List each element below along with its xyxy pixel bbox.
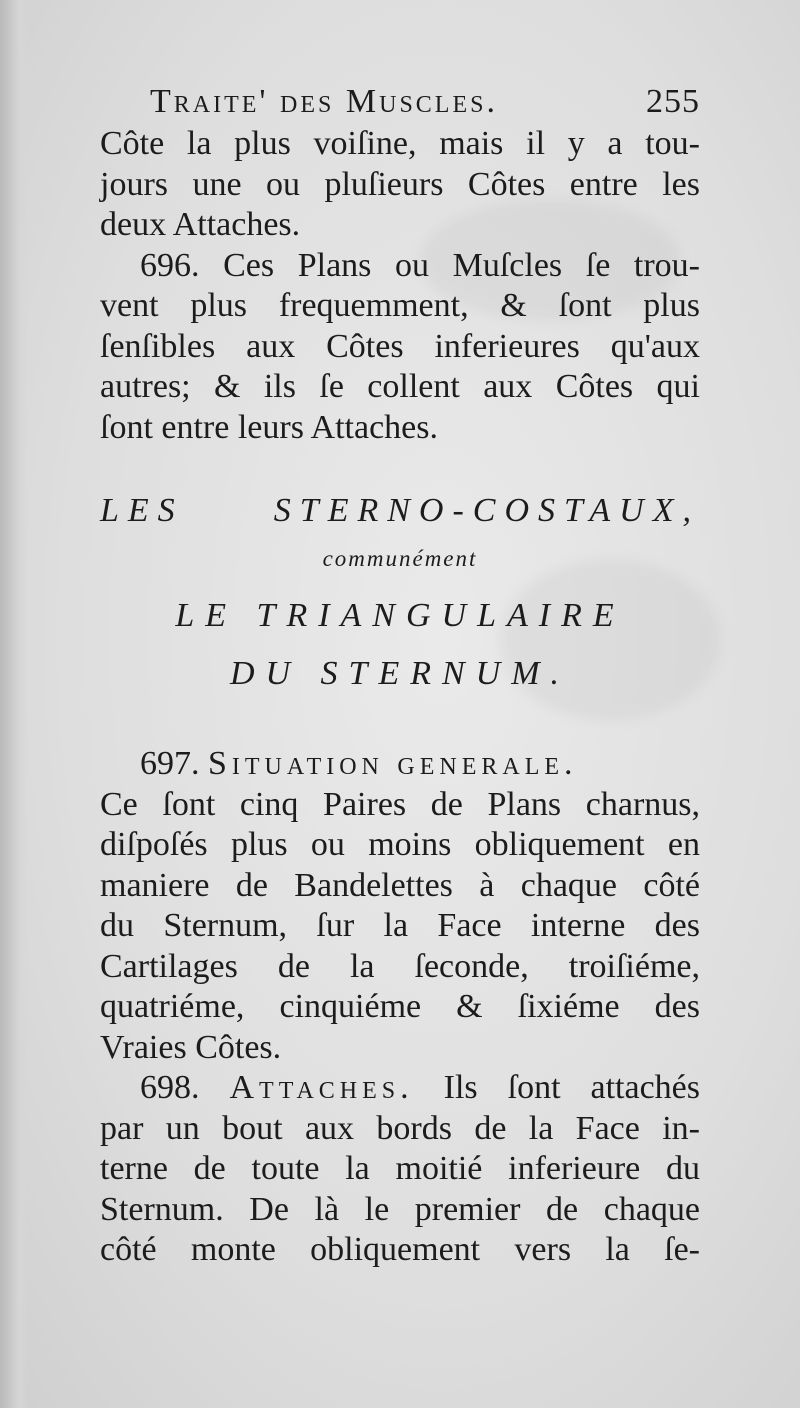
text-line: Sternum. De là le premier de chaque [100, 1190, 700, 1228]
section-label: Situation generale. [208, 745, 578, 782]
running-head [100, 80, 700, 124]
paragraph-continued [100, 124, 700, 246]
text-line: diſpoſés plus ou moins obliquement en [100, 826, 700, 863]
text-line [100, 246, 700, 287]
text-line: ſont entre leurs Attaches. [100, 408, 439, 446]
paragraph-number: 698. [140, 1069, 200, 1106]
paragraph-698 [100, 1068, 700, 1271]
text-fragment: Ils ſont attachés [443, 1069, 701, 1106]
text-line: Vraies Côtes. [100, 1028, 282, 1066]
text-line: Côte la plus voiſine, mais il y a tou- [100, 125, 700, 162]
text-line [100, 744, 700, 785]
text-line: deux Attaches. [100, 206, 301, 243]
running-head-title: Traite' des Muscles. [150, 83, 498, 120]
text-line: Ce ſont cinq Paires de Plans charnus, [100, 785, 700, 823]
text-line: par un bout aux bords de la Face in- [100, 1109, 700, 1147]
text-line: vent plus frequemment, & ſont plus [100, 287, 700, 324]
paragraph-number: 697. [140, 745, 200, 782]
spacer [100, 698, 700, 744]
text-line: Cartilages de la ſeconde, troiſiéme, [100, 947, 700, 985]
section-label: Attaches. [229, 1069, 414, 1106]
text-line: quatriéme, cinquiéme & ſixiéme des [100, 988, 700, 1025]
text-line: ſenſibles aux Côtes inferieures qu'aux [100, 327, 700, 365]
text-block [100, 80, 700, 1271]
section-heading-line-1: LES STERNO-COSTAUX, [100, 492, 700, 529]
section-heading-line-2: communément [322, 546, 478, 571]
text-line: jours une ou pluſieurs Côtes entre les [100, 165, 700, 203]
page-number: 255 [646, 83, 700, 120]
paragraph-number: 696. [140, 246, 200, 284]
text-line: autres; & ils ſe collent aux Côtes qui [100, 368, 700, 405]
text-line [100, 1068, 700, 1109]
paragraph-697 [100, 744, 700, 1068]
text-line: maniere de Bandelettes à chaque côté [100, 866, 700, 904]
section-heading-line-4: DU STERNUM. [229, 655, 571, 692]
section-heading [100, 486, 700, 698]
text-line: du Sternum, ſur la Face interne des [100, 907, 700, 944]
section-heading-line-3: LE TRIANGULAIRE [175, 597, 625, 634]
text-line: côté monte obliquement vers la ſe- [100, 1231, 700, 1268]
paragraph-696 [100, 246, 700, 449]
text-line: terne de toute la moitié inferieure du [100, 1150, 700, 1187]
text-fragment: Ces Plans ou Muſcles ſe trou- [223, 246, 700, 284]
page-gutter [0, 0, 28, 1408]
